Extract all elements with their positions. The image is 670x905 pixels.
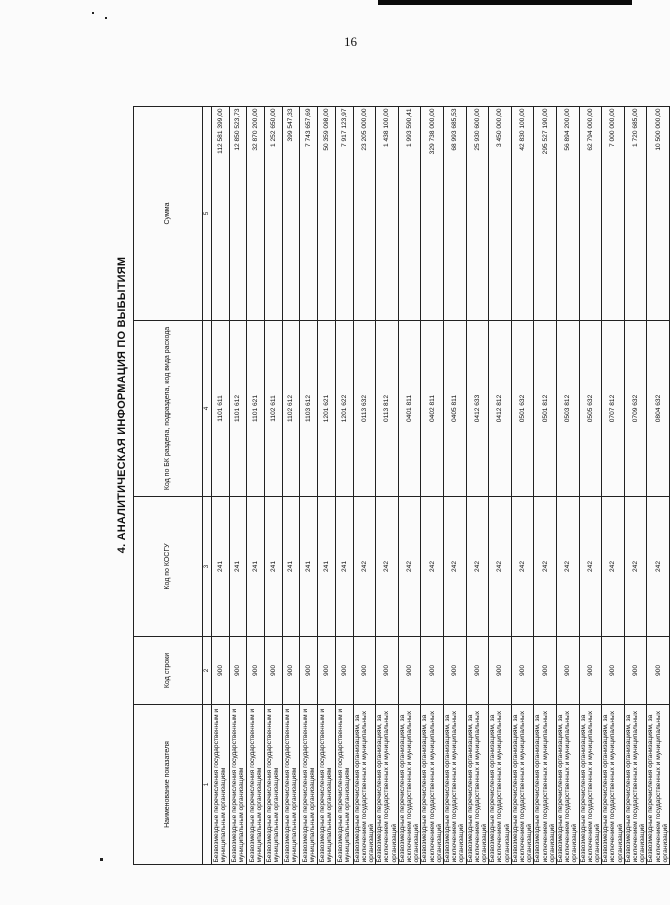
indicator-name: Безвозмездные перечисления организациям, за исключением государственных и муниципальных организаций: [466, 705, 489, 865]
budget-code: 0412 633: [466, 321, 489, 497]
row-code: 900: [647, 637, 670, 705]
row-code: 900: [282, 637, 300, 705]
indicator-name: Безвозмездные перечисления организациям, за исключением государственных и муниципальных организаций: [556, 705, 579, 865]
kosgu-code: 242: [489, 497, 512, 637]
row-code: 900: [579, 637, 602, 705]
table-row: [282, 107, 300, 865]
budget-code: 0412 812: [489, 321, 512, 497]
indicator-name: Безвозмездные перечисления организациям, за исключением государственных и муниципальных организаций: [489, 705, 512, 865]
budget-code: 1101 621: [247, 321, 265, 497]
indicator-name: Безвозмездные перечисления государственным и муниципальным организациям: [212, 705, 230, 865]
row-code: 900: [300, 637, 318, 705]
indicator-name: Безвозмездные перечисления организациям, за исключением государственных и муниципальных организаций: [534, 705, 557, 865]
table-row: [300, 107, 318, 865]
row-code: 900: [353, 637, 376, 705]
indicator-name: Безвозмездные перечисления государственным и муниципальным организациям: [318, 705, 336, 865]
budget-code: 1201 622: [335, 321, 353, 497]
table-row: [489, 107, 512, 865]
kosgu-code: 241: [318, 497, 336, 637]
kosgu-code: 241: [229, 497, 247, 637]
budget-code: 0402 811: [421, 321, 444, 497]
amount-value: 399 547,33: [282, 107, 300, 321]
table-row: [229, 107, 247, 865]
table-row: [647, 107, 670, 865]
kosgu-code: 242: [624, 497, 647, 637]
indicator-name: Безвозмездные перечисления государственным и муниципальным организациям: [229, 705, 247, 865]
table-row: [318, 107, 336, 865]
indicator-name: Безвозмездные перечисления организациям, за исключением государственных и муниципальных организаций: [579, 705, 602, 865]
indicator-name: Безвозмездные перечисления государственным и муниципальным организациям: [335, 705, 353, 865]
kosgu-code: 241: [212, 497, 230, 637]
row-code: 900: [443, 637, 466, 705]
amount-value: 1 438 100,00: [376, 107, 399, 321]
budget-code: 1101 611: [212, 321, 230, 497]
header-amount: Сумма: [134, 107, 203, 321]
table-row: [579, 107, 602, 865]
kosgu-code: 242: [421, 497, 444, 637]
kosgu-code: 242: [398, 497, 421, 637]
scan-speck: [92, 12, 94, 14]
row-code: 900: [466, 637, 489, 705]
row-code: 900: [489, 637, 512, 705]
amount-value: 3 450 000,00: [489, 107, 512, 321]
table-row: [212, 107, 230, 865]
row-code: 900: [534, 637, 557, 705]
budget-code: 0113 632: [353, 321, 376, 497]
kosgu-code: 242: [376, 497, 399, 637]
amount-value: 62 794 000,00: [579, 107, 602, 321]
indicator-name: Безвозмездные перечисления государственным и муниципальным организациям: [282, 705, 300, 865]
budget-code: 0501 632: [511, 321, 534, 497]
kosgu-code: 241: [265, 497, 283, 637]
budget-code: 0503 812: [556, 321, 579, 497]
amount-value: 7 917 123,97: [335, 107, 353, 321]
amount-value: 68 993 685,53: [443, 107, 466, 321]
header-row-code: Код строки: [134, 637, 203, 705]
row-code: 900: [421, 637, 444, 705]
row-code: 900: [398, 637, 421, 705]
budget-code: 0401 811: [398, 321, 421, 497]
table-row: [335, 107, 353, 865]
scan-speck: [105, 17, 107, 19]
amount-value: 295 527 190,00: [534, 107, 557, 321]
amount-value: 7 000 000,00: [602, 107, 625, 321]
rotated-document: [111, 105, 669, 865]
budget-code: 0113 812: [376, 321, 399, 497]
budget-code: 1102 611: [265, 321, 283, 497]
amount-value: 12 850 523,73: [229, 107, 247, 321]
column-number: 5: [203, 107, 212, 321]
kosgu-code: 242: [534, 497, 557, 637]
amount-value: 56 894 200,00: [556, 107, 579, 321]
row-code: 900: [212, 637, 230, 705]
row-code: 900: [318, 637, 336, 705]
indicator-name: Безвозмездные перечисления государственным и муниципальным организациям: [265, 705, 283, 865]
row-code: 900: [624, 637, 647, 705]
kosgu-code: 242: [511, 497, 534, 637]
table-row: [265, 107, 283, 865]
kosgu-code: 241: [247, 497, 265, 637]
budget-code: 0405 811: [443, 321, 466, 497]
table-header-row: [134, 107, 203, 865]
kosgu-code: 242: [579, 497, 602, 637]
row-code: 900: [376, 637, 399, 705]
header-kosgu-code: Код по КОСГУ: [134, 497, 203, 637]
amount-value: 1 993 590,41: [398, 107, 421, 321]
amount-value: 25 930 600,00: [466, 107, 489, 321]
table-row: [556, 107, 579, 865]
row-code: 900: [247, 637, 265, 705]
kosgu-code: 241: [282, 497, 300, 637]
kosgu-code: 242: [556, 497, 579, 637]
budget-code: 0707 812: [602, 321, 625, 497]
budget-code: 0804 632: [647, 321, 670, 497]
budget-code: 0505 632: [579, 321, 602, 497]
column-number-row: [203, 107, 212, 865]
amount-value: 10 500 000,00: [647, 107, 670, 321]
table-row: [511, 107, 534, 865]
budget-code: 0501 812: [534, 321, 557, 497]
amount-value: 23 205 000,00: [353, 107, 376, 321]
kosgu-code: 242: [647, 497, 670, 637]
row-code: 900: [602, 637, 625, 705]
row-code: 900: [335, 637, 353, 705]
table-row: [353, 107, 376, 865]
amount-value: 32 870 200,00: [247, 107, 265, 321]
scan-edge-mark: [378, 0, 632, 5]
indicator-name: Безвозмездные перечисления государственным и муниципальным организациям: [247, 705, 265, 865]
indicator-name: Безвозмездные перечисления организациям, за исключением государственных и муниципальных организаций: [398, 705, 421, 865]
amount-value: 42 830 100,00: [511, 107, 534, 321]
kosgu-code: 242: [443, 497, 466, 637]
column-number: 2: [203, 637, 212, 705]
budget-code: 1103 612: [300, 321, 318, 497]
kosgu-code: 241: [335, 497, 353, 637]
kosgu-code: 242: [353, 497, 376, 637]
amount-value: 50 359 098,00: [318, 107, 336, 321]
row-code: 900: [556, 637, 579, 705]
column-number: 1: [203, 705, 212, 865]
page-number: 16: [344, 34, 357, 49]
indicator-name: Безвозмездные перечисления организациям, за исключением государственных и муниципальных организаций: [624, 705, 647, 865]
indicator-name: Безвозмездные перечисления государственным и муниципальным организациям: [300, 705, 318, 865]
indicator-name: Безвозмездные перечисления организациям, за исключением государственных и муниципальных организаций: [602, 705, 625, 865]
header-indicator-name: Наименование показателя: [134, 705, 203, 865]
indicator-name: Безвозмездные перечисления организациям, за исключением государственных и муниципальных организаций: [353, 705, 376, 865]
table-row: [376, 107, 399, 865]
column-number: 3: [203, 497, 212, 637]
amount-value: 1 252 650,00: [265, 107, 283, 321]
row-code: 900: [229, 637, 247, 705]
section-title: 4. АНАЛИТИЧЕСКАЯ ИНФОРМАЦИЯ ПО ВЫБЫТИЯМ: [116, 256, 128, 554]
row-code: 900: [511, 637, 534, 705]
table-row: [398, 107, 421, 865]
indicator-name: Безвозмездные перечисления организациям, за исключением государственных и муниципальных организаций: [647, 705, 670, 865]
table-row: [534, 107, 557, 865]
outflows-table: [133, 106, 670, 865]
indicator-name: Безвозмездные перечисления организациям, за исключением государственных и муниципальных организаций: [421, 705, 444, 865]
table-row: [466, 107, 489, 865]
budget-code: 1101 612: [229, 321, 247, 497]
amount-value: 329 738 000,00: [421, 107, 444, 321]
header-budget-code: Код по БК раздела, подраздела, код вида расхода: [134, 321, 203, 497]
indicator-name: Безвозмездные перечисления организациям, за исключением государственных и муниципальных организаций: [376, 705, 399, 865]
budget-code: 0709 632: [624, 321, 647, 497]
row-code: 900: [265, 637, 283, 705]
table-row: [421, 107, 444, 865]
amount-value: 1 720 685,00: [624, 107, 647, 321]
kosgu-code: 241: [300, 497, 318, 637]
table-row: [624, 107, 647, 865]
budget-code: 1102 612: [282, 321, 300, 497]
budget-code: 1201 621: [318, 321, 336, 497]
indicator-name: Безвозмездные перечисления организациям, за исключением государственных и муниципальных организаций: [511, 705, 534, 865]
kosgu-code: 242: [466, 497, 489, 637]
kosgu-code: 242: [602, 497, 625, 637]
amount-value: 112 581 399,00: [212, 107, 230, 321]
indicator-name: Безвозмездные перечисления организациям, за исключением государственных и муниципальных организаций: [443, 705, 466, 865]
table-row: [602, 107, 625, 865]
amount-value: 7 743 657,69: [300, 107, 318, 321]
table-row: [247, 107, 265, 865]
column-number: 4: [203, 321, 212, 497]
table-row: [443, 107, 466, 865]
scan-speck: [100, 858, 103, 861]
